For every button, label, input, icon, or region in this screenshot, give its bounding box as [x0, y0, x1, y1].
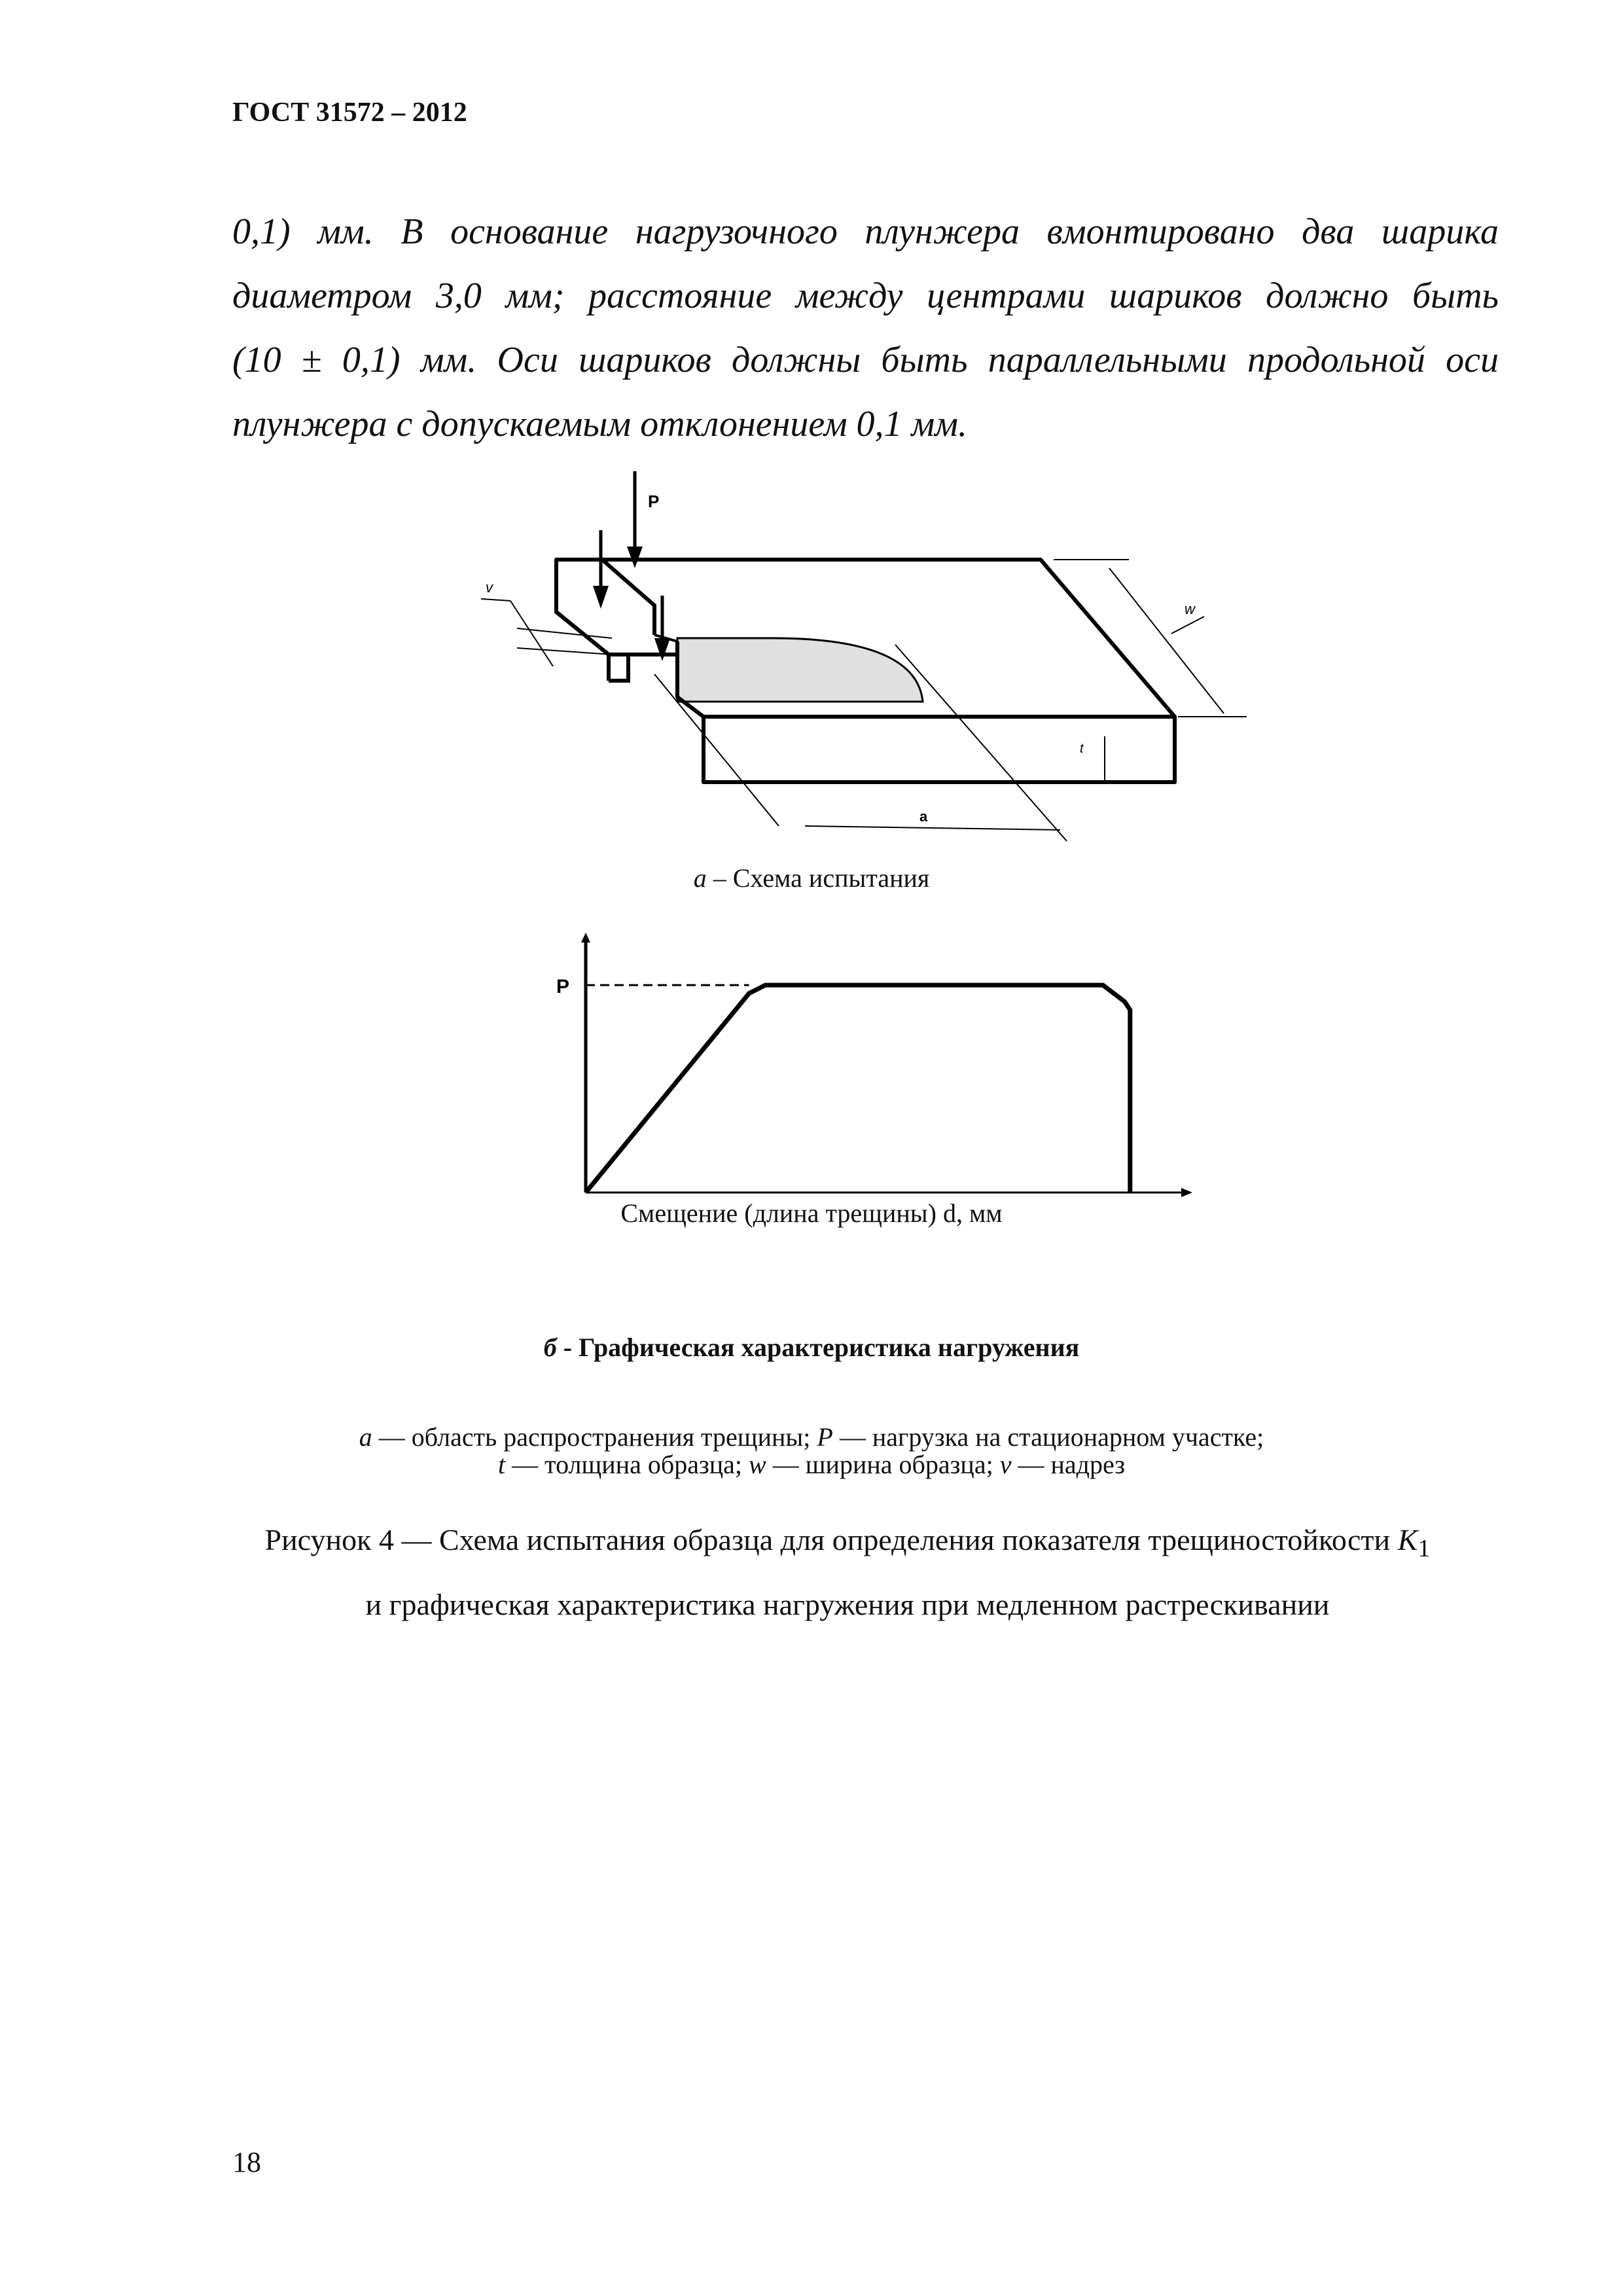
legend-symbol: t — [497, 1450, 506, 1479]
y-axis-arrow — [581, 933, 590, 942]
k-subscript: 1 — [1418, 1535, 1431, 1563]
chart-x-axis-label: Смещение (длина трещины) d, мм — [620, 1198, 1003, 1228]
test-scheme-diagram — [458, 471, 1276, 857]
legend-line — [0, 1424, 1623, 1451]
thickness-label: t — [1080, 742, 1084, 756]
figure-b-caption-text: - Графическая характеристика нагружения — [556, 1333, 1080, 1362]
series-line — [586, 985, 1130, 1193]
figure-title-line: и графическая характеристика нагружения при медленном растрескивании — [365, 1588, 1330, 1622]
crack-area — [677, 638, 923, 702]
legend-symbol: P — [817, 1422, 833, 1452]
figure-b-caption — [0, 1332, 1623, 1363]
body-paragraph — [232, 200, 1499, 456]
figure-title-text: Рисунок 4 — Схема испытания образца для определения показателя трещиностойкости — [264, 1523, 1398, 1556]
body-line: диаметром 3,0 мм; расстояние между центрами шариков должно быть — [232, 276, 1499, 316]
crack-dimension — [805, 826, 1060, 830]
y-marker-label: P — [556, 976, 570, 998]
x-axis-arrow — [1181, 1188, 1192, 1197]
figure-title — [196, 1512, 1499, 1633]
k-symbol: K — [1397, 1523, 1418, 1556]
figure-a-caption-letter: а — [693, 863, 707, 893]
load-label: P — [648, 492, 660, 511]
figure-b-caption-letter: б — [543, 1333, 557, 1362]
series-group — [586, 985, 1130, 1193]
loading-chart — [524, 916, 1211, 1204]
legend-text: — область распространения трещины; — [372, 1422, 817, 1452]
figure-a-caption-text: – Схема испытания — [706, 863, 930, 893]
body-line: (10 ± 0,1) мм. Оси шариков должны быть параллельными продольной оси — [232, 340, 1499, 380]
legend-line — [0, 1451, 1623, 1479]
figure-title-line — [196, 1512, 1499, 1577]
legend-text: — толщина образца; — [505, 1450, 749, 1479]
notch-label: v — [486, 579, 493, 596]
legend-text: — ширина образца; — [766, 1450, 1000, 1479]
figure-legend — [0, 1424, 1623, 1479]
figure-a-caption — [0, 863, 1623, 893]
legend-symbol: w — [749, 1450, 766, 1479]
page-number: 18 — [232, 2146, 261, 2178]
crack-label: a — [919, 808, 928, 825]
width-label: w — [1185, 601, 1195, 617]
legend-symbol: a — [359, 1422, 372, 1452]
legend-text: — нагрузка на стационарном участке; — [832, 1422, 1264, 1452]
width-dimension — [1109, 568, 1224, 713]
legend-symbol: v — [999, 1450, 1012, 1479]
legend-text: — надрез — [1011, 1450, 1126, 1479]
document-header: ГОСТ 31572 – 2012 — [232, 98, 467, 128]
body-line: 0,1) мм. В основание нагрузочного плунжера вмонтировано два шарика — [232, 211, 1499, 252]
body-line: плунжера с допускаемым отклонением 0,1 мм. — [232, 404, 968, 444]
notch-dimension — [510, 601, 553, 666]
